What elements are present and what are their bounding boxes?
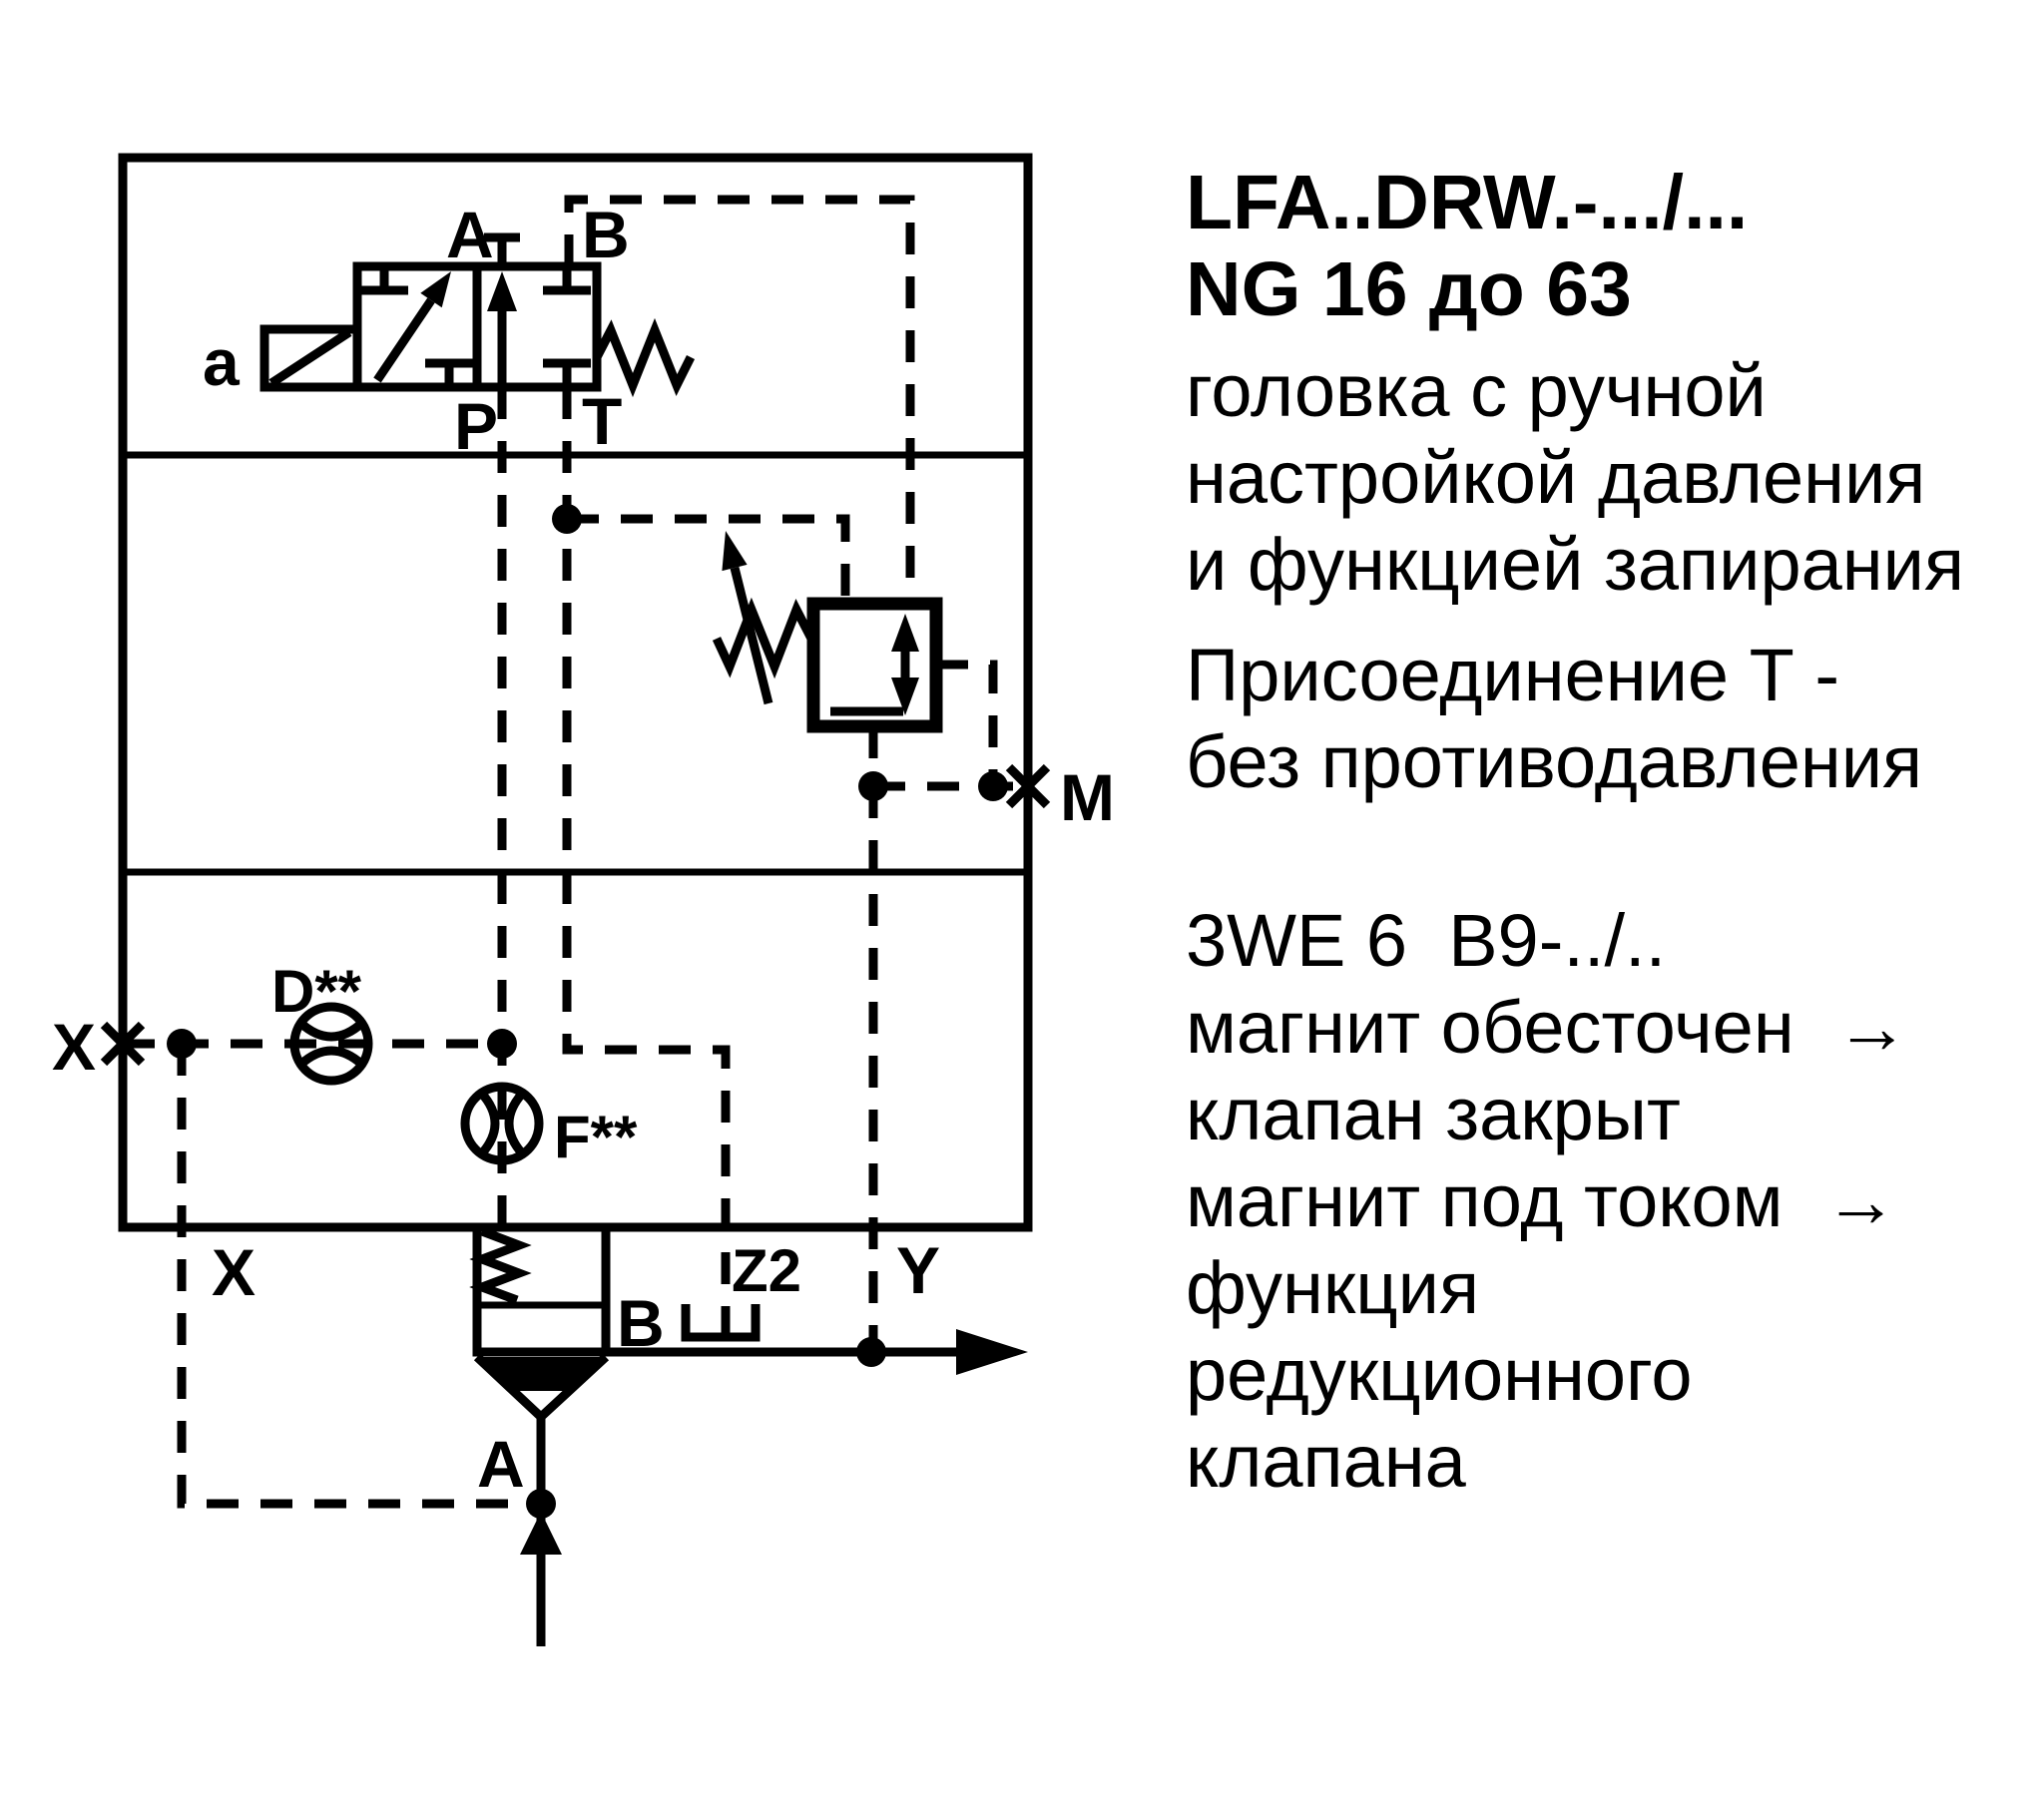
adjustment-arrowhead (722, 531, 747, 571)
flow-arrowhead (487, 271, 517, 311)
port-z2 (686, 1237, 801, 1337)
description-line: и функцией запирания (1186, 523, 1965, 606)
directional-valve-3we (203, 198, 691, 463)
orifice-arc (509, 1093, 523, 1154)
port-x (52, 1010, 142, 1084)
t-connection-line: без противодавления (1186, 720, 1923, 803)
block-border (123, 158, 1028, 1227)
pilot-line-t-to-z2 (567, 387, 726, 1335)
valve-port-b-label: B (582, 198, 630, 271)
port-x-label: X (52, 1010, 97, 1084)
port-m-label: M (1060, 760, 1115, 834)
junction-dot (487, 1029, 517, 1059)
flow-path-diagonal (377, 300, 431, 380)
port-x2-label: X (212, 1235, 256, 1309)
solenoid-label: a (203, 325, 240, 399)
relief-drain-right (936, 665, 993, 786)
valve-port-p-label: P (454, 389, 499, 463)
a-inlet-arrowhead (520, 1512, 562, 1555)
function-line: клапана (1186, 1420, 1466, 1503)
port-z2-label: Z2 (732, 1237, 802, 1304)
cartridge-spring (482, 1231, 519, 1300)
port-y-label: Y (896, 1233, 941, 1307)
relief-spring (717, 610, 811, 667)
solenoid-deenergized-line: магнит обесточен → (1186, 986, 1909, 1069)
orifice-f-label: F** (554, 1104, 638, 1170)
solenoid-energized-line: магнит под током → (1186, 1159, 1898, 1242)
pilot-line-t-branch-to-relief (567, 519, 845, 604)
junction-dot (858, 771, 888, 801)
orifice-arc (300, 1051, 362, 1065)
valve-closed-line: клапан закрыт (1186, 1073, 1681, 1155)
function-line: функция (1186, 1246, 1480, 1329)
orifice-f (465, 1087, 638, 1170)
valve-spring (597, 330, 691, 385)
pilot-valve-type-line: 3WE 6 B9-../.. (1186, 899, 1667, 982)
description-column (1186, 160, 1964, 1505)
relief-arrowhead-up (891, 614, 919, 652)
pilot-relief-valve (717, 531, 936, 726)
orifice-d-label: D** (271, 958, 362, 1025)
orifice-arc (300, 1023, 362, 1037)
port-b-label: B (617, 1286, 665, 1360)
valve-block-outline (123, 158, 1028, 1227)
z2-bracket (686, 1304, 756, 1337)
port-a-label: A (477, 1427, 525, 1501)
type-code-line: LFA..DRW.-.../... (1186, 160, 1749, 245)
valve-port-a-label: A (446, 198, 494, 271)
junction-dot (552, 504, 582, 534)
function-line: редукционного (1186, 1333, 1693, 1416)
description-line: настройкой давления (1186, 436, 1926, 519)
b-outlet-arrowhead (956, 1329, 1028, 1375)
junction-dot (978, 771, 1008, 801)
orifice-arc (481, 1093, 495, 1154)
t-connection-line: Присоединение Т - (1186, 634, 1840, 716)
size-range-line: NG 16 до 63 (1186, 246, 1632, 332)
orifice-d (271, 958, 368, 1081)
solenoid-slash (271, 332, 349, 383)
junction-dot (167, 1029, 197, 1059)
description-line: головка с ручной (1186, 349, 1767, 432)
valve-port-t-label: T (582, 384, 623, 458)
